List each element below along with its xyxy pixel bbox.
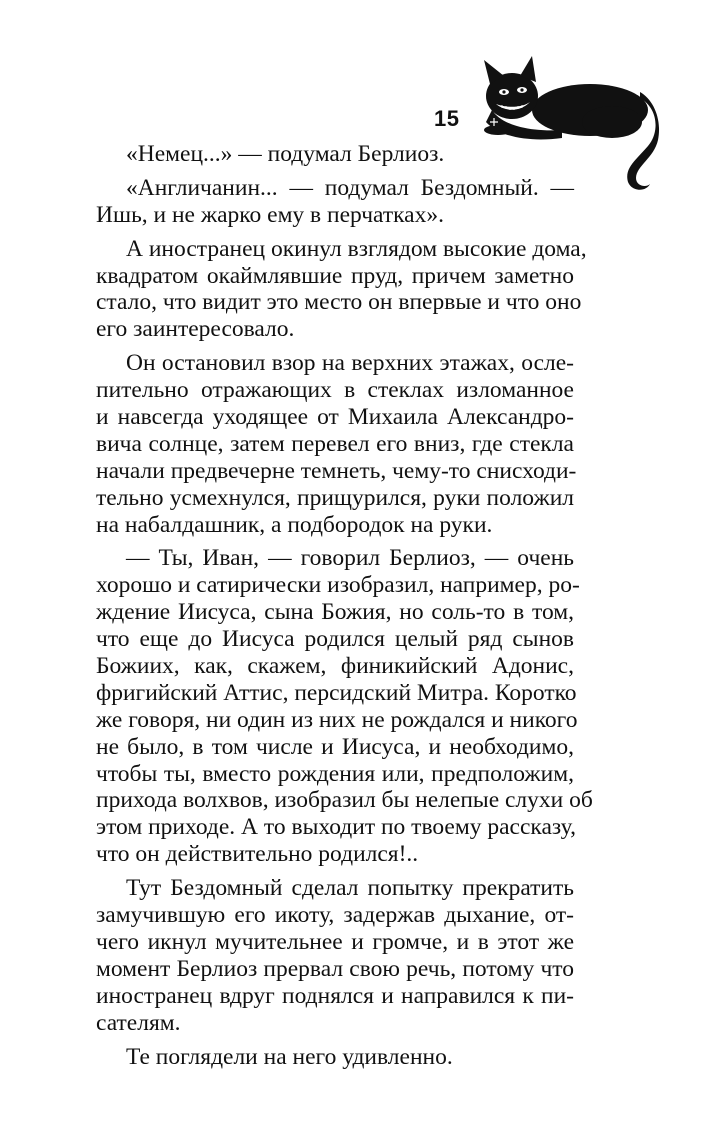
text-line: на набалдашник, а подбородок на руки. [96,511,493,538]
text-line: иностранец вдруг поднялся и направился к пи- [96,982,574,1009]
paragraph [96,175,574,229]
text-line: чтобы ты, вместо рождения или, предположим, [96,760,574,787]
text-line: стало, что видит это место он впервые и что оно [96,289,582,316]
text-line: этом приходе. А то выходит по твоему рассказу, [96,814,576,841]
text-line: «Немец...» — подумал Берлиоз. [126,141,445,167]
text-line: фригийский Аттис, персидский Митра. Коротко [96,679,577,706]
paragraph [96,545,593,868]
text-line: ждение Иисуса, сына Божия, но соль-то в том, [96,599,574,626]
text-line: вича солнце, затем перевел его вниз, где стекла [96,430,574,457]
text-line: не было, в том числе и Иисуса, и необходимо, [96,733,574,760]
text-line: пительно отражающих в стеклах изломанное [96,377,574,404]
text-line: момент Берлиоз прервал свою речь, потому что [96,955,574,982]
text-line: что еще до Иисуса родился целый ряд сынов [96,626,574,653]
text-line: — Ты, Иван, — говорил Берлиоз, — очень [126,545,574,572]
text-line: и навсегда уходящее от Михаила Александро- [96,404,574,431]
text-line: что он действительно родился!.. [96,841,419,868]
text-line: сателям. [96,1009,181,1036]
text-line: «Англичанин... — подумал Бездомный. — [126,174,574,201]
paragraph [96,141,574,168]
text-line: замучившую его икоту, задержав дыхание, от- [96,902,574,929]
paragraph [96,1044,574,1071]
text-line: Божиих, как, скажем, финикийский Адонис, [96,653,574,680]
body-text [96,141,593,1070]
text-line: Он остановил взор на верхних этажах, осле- [126,350,574,377]
paragraph [96,235,587,344]
text-line: Те поглядели на него удивленно. [126,1043,453,1070]
paragraph [96,875,574,1036]
paragraph [96,350,577,538]
text-line: квадратом окаймлявшие пруд, причем заметно [96,262,574,289]
page-number: 15 [434,106,460,131]
text-line: А иностранец окинул взглядом высокие дома, [126,235,587,262]
text-line: его заинтересовало. [96,316,295,343]
text-line: же говоря, ни один из них не рождался и никого [96,706,578,733]
text-line: Тут Бездомный сделал попытку прекратить [126,875,574,902]
text-line: хорошо и сатирически изобразил, например, ро- [96,572,580,599]
text-line: начали предвечерне темнеть, чему-то снисходи- [96,457,577,484]
text-line: чего икнул мучительнее и громче, и в этот же [96,928,574,955]
text-line: тельно усмехнулся, прищурился, руки положил [96,484,574,511]
text-line: Ишь, и не жарко ему в перчатках». [96,201,444,228]
text-line: прихода волхвов, изобразил бы нелепые слухи об [96,787,593,814]
